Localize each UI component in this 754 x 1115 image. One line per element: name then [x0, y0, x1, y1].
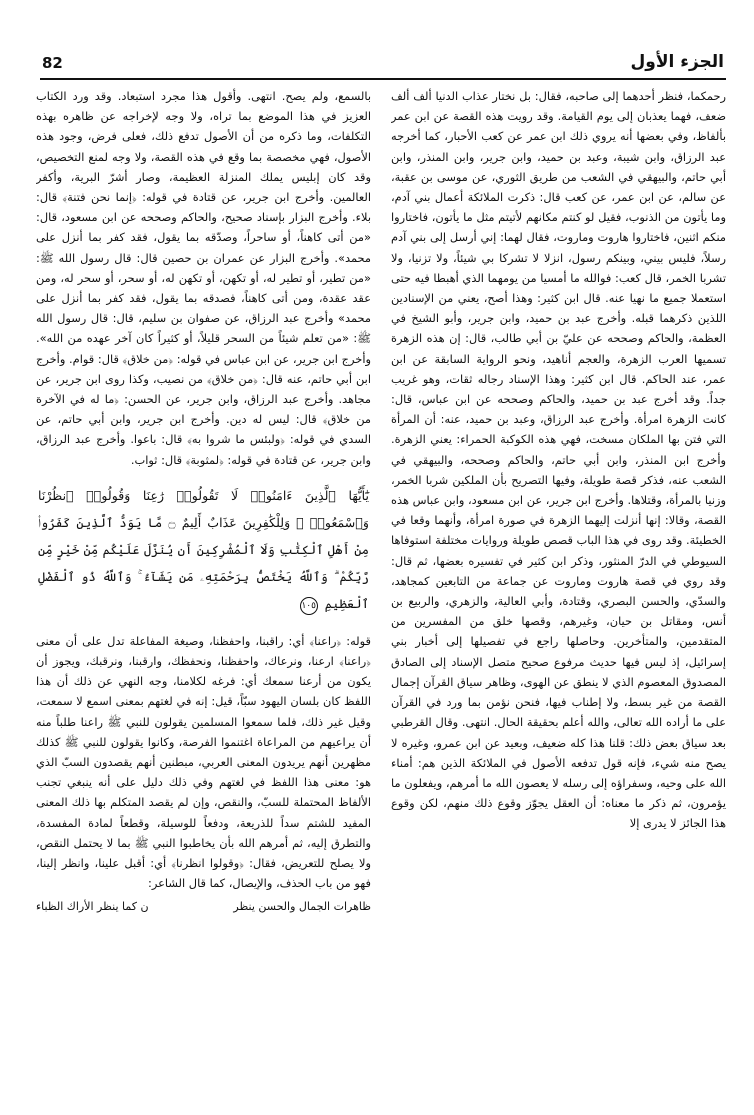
poem-hemistich-first: ظاهرات الجمال والحسن ينظر	[233, 899, 371, 913]
page-header	[40, 52, 726, 80]
paragraph: بالسمع، ولم يصح. انتهى. وأقول هذا مجرد استبعاد. وقد ورد الكتاب العزيز في هذا الموضع بما تراه، ولا وجه لإخراجه عن ظاهره بهذه التكلفات، وما ذكره من أن الأصول تدفع ذلك، فعلى فرض، وجود هذه الأصول، فهي مخصصة بما وقع في هذه القصة، ولا وجه لمنع التخصيص، وقد كان إبليس يملك المنزلة العظيمة، وصار أشرّ البرية، وأكفر العالمين. وأخرج ابن جرير، عن قتادة في قوله: ﴿إنما نحن فتنة﴾ قال: بلاء. وأخرج البزار بإسناد صحيح، والحاكم وصححه عن ابن مسعود، قال: «من أتى كاهناً، أو ساحراً، وصدّقه بما يقول، فقد كفر بما أنزل على محمد». وأخرج البزار عن عمران بن حصين قال: قال رسول الله ﷺ: «من تطير، أو تطير له، أو تكهن، أو تكهن له، أو سحر، أو سحر له، ومن عقد عقدة، ومن أتى كاهناً، فصدقه بما يقول، فقد كفر بما أنزل على محمد» وأخرج عبد الرزاق، عن صفوان بن سليم، قال: قال رسول الله ﷺ: «من تعلم شيئاً من السحر قليلاً، أو كثيراً كان آخر عهده من الله». وأخرج ابن جرير، عن ابن عباس في قوله: ﴿من خلاق﴾ قال: قوام. وأخرج ابن أبي حاتم، عنه قال: ﴿من خلاق﴾ من نصيب، وكذا روى ابن جرير، عن مجاهد. وأخرج عبد الرزاق، وابن جرير، عن الحسن: ﴿ما له في الآخرة من خلاق﴾ قال: ليس له دين. وأخرج ابن جرير، وابن أبي حاتم، عن السدي في قوله: ﴿ولبئس ما شروا به﴾ قال: باعوا. وأخرج عبد الرزاق، وابن جرير، عن قتادة في قوله: ﴿لمثوبة﴾ قال: ثواب.	[36, 89, 371, 467]
poem-hemistich-second: ن كما ينظر الأراك الظباء	[36, 899, 149, 913]
verse-text: يَٰٓأَيُّهَا ٱلَّذِينَ ءَامَنُوا۟ لَا تَقُولُوا۟ رَٰعِنَا وَقُولُوا۟ ٱنظُرْنَا وَٱسْمَعُوا۟ ۗ وَلِلْكَٰفِرِينَ عَذَابٌ أَلِيمٌ ۝ مَّا يَوَدُّ ٱلَّذِينَ كَفَرُوا۟ مِنْ أَهْلِ ٱلْكِتَٰبِ وَلَا ٱلْمُشْرِكِينَ أَن يُنَزَّلَ عَلَيْكُم مِّنْ خَيْرٍ مِّن رَّبِّكُمْ ۗ وَٱللَّهُ يَخْتَصُّ بِرَحْمَتِهِۦ مَن يَشَآءُ ۚ وَٱللَّهُ ذُو ٱلْفَضْلِ ٱلْعَظِيمِ	[38, 487, 369, 611]
verse-number: ١٠٥	[300, 597, 318, 615]
page-number: 82	[42, 54, 63, 72]
quran-verse	[36, 476, 371, 623]
paragraph: قوله: ﴿راعنا﴾ أي: راقبنا، واحفظنا، وصيغة المفاعلة تدل على أن معنى ﴿راعنا﴾ ارعنا، ونرعاك، واحفظنا، ونحفظك، وارقبنا، ونرقبك، ويجوز أن يكون من أرعنا سمعك أي: فرغه لكلامنا، وجه النهي عن ذلك أن هذا اللفظ كان بلسان اليهود سبّاً، قيل: إنه في لغتهم بمعنى اسمع لا سمعت، وقيل غير ذلك، فلما سمعوا المسلمين يقولون للنبي ﷺ راعنا طلباً منه أن يراعيهم من المراعاة اغتنموا الفرصة، وكانوا يقولون للنبي ﷺ كذلك مظهرين أنهم يريدون المعنى العربي، مبطنين أنهم يقصدون السبّ الذي هو: معنى هذا اللفظ في لغتهم وفي ذلك دليل على أنه ينبغي تجنب الألفاظ المحتملة للسبّ، والنقص، وإن لم يقصد المتكلم بها ذلك المعنى المفيد للشتم سداً للذريعة، ودفعاً للوسيلة، وقطعاً لمادة المفسدة، والتطرق إليه، ثم أمرهم الله بأن يخاطبوا النبي ﷺ بما لا يحتمل النقص، ولا يصلح للتعريض، فقال: ﴿وقولوا انظرنا﴾ أي: أقبل علينا، وانظر إلينا، فهو من باب الحذف، والإيصال، كما قال الشاعر:	[36, 633, 371, 891]
paragraph: رحمكما، فنظر أحدهما إلى صاحبه، فقال: بل نختار عذاب الدنيا ألف ألف ضعف، فهما يعذبان إلى يوم القيامة. وقد رويت هذه القصة عن ابن عمر بألفاظ، وفي بعضها أنه يروي ذلك ابن عمر عن كعب الأحبار، كما أخرجه عبد الرزاق، وابن شيبة، وعبد بن حميد، وابن جرير، وابن المنذر، وابن أبي حاتم، والبيهقي في الشعب من طريق الثوري، عن موسى بن عقبة، عن سالم، عن ابن عمر، عن كعب قال: ذكرت الملائكة أعمال بني آدم، وما يأتون من الذنوب، فقيل لو كنتم مكانهم لأتيتم مثل ما يأتون، فاختاروا منكم اثنين، فاختاروا هاروت وماروت، فقال لهما: إني أرسل إلى بني آدم رسلاً، فليس بيني، وبينكم رسول، انزلا لا تشركا بي شيئاً، ولا تزنيا، ولا تشربا الخمر، قال كعب: فوالله ما أمسيا من يومهما الذي أهبطا فيه حتى استعملا جميع ما نهيا عنه. قال ابن كثير: وهذا أصح، يعني من الإسنادين اللذين ذكرهما قبله. وأخرج عبد بن حميد، وابن جرير، وأبو الشيخ في العظمة، والحاكم وصححه عن عليّ بن أبي طالب، قال: إن هذه الزهرة تسميها العرب الزهرة، والعجم أناهيد، ونحو الرواية السابقة عن ابن عمر، عند الحاكم. قال ابن كثير: وهذا الإسناد رجاله ثقات، وهو غريب جداً. وقد أخرج عبد بن حميد، والحاكم وصححه عن ابن عباس، قال: كانت الزهرة امرأة. وأخرج عبد الرزاق، وعبد بن حميد، عنه: أن المرأة التي فتن بها الملكان مسخت، فهي هذه الكوكبة الحمراء: يعني الزهرة. وأخرج ابن المنذر، وابن أبي حاتم، والحاكم وصححه، والبيهقي في الشعب عنه، فذكر قصة طويلة، وفيها التصريح بأن الملكين شربا الخمر، وزنيا بالمرأة، وقتلاها. وأخرج ابن جرير، عن ابن مسعود، وابن عباس هذه القصة، وقالا: إنها أنزلت إليهما الزهرة في صورة امرأة، وأنهما وقعا في الخطيئة. وقد روى في هذا الباب قصص طويلة وروايات مختلفة استوفاها السيوطي في الدرّ المنثور، وذكر ابن كثير في تفسيره بعضها، ثم قال: وقد روي في قصة هاروت وماروت عن جماعة من التابعين كمجاهد، والسدّي، والحسن البصري، وقتادة، وأبي العالية، والزهري، والربيع بن أنس، ومقاتل بن حيان، وغيرهم، وقصها خلق من المفسرين من المتقدمين، والمتأخرين. وحاصلها راجع في تفصيلها إلى أخبار بني إسرائيل، إذ ليس فيها حديث مرفوع صحيح متصل الإسناد إلى الصادق المصدوق المعصوم الذي لا ينطق عن الهوى، وظاهر سياق القرآن إجمال القصة من غير بسط، ولا إطناب فيها، فنحن نؤمن بما ورد في القرآن على ما أراده الله تعالى، والله أعلم بحقيقة الحال. انتهى. وقال القرطبي بعد سياق بعض ذلك: قلنا هذا كله ضعيف، وبعيد عن ابن عمرو، وغيره لا يصح منه شيء، فإنه قول تدفعه الأصول في الملائكة الذين هم: أمناء الله على وحيه، وسفراؤه إلى رسله لا يعصون الله ما أمرهم، ويفعلون ما يؤمرون، ثم ذكر ما معناه: أن العقل يجوّز وقوع ذلك منهم، لكن وقوع هذا الجائز لا يدرى إلا	[391, 89, 726, 831]
text-columns	[36, 86, 726, 1086]
left-column	[36, 86, 371, 1086]
poetry-line	[36, 898, 371, 916]
running-title: الجزء الأول	[630, 52, 724, 72]
right-column	[391, 86, 726, 1086]
